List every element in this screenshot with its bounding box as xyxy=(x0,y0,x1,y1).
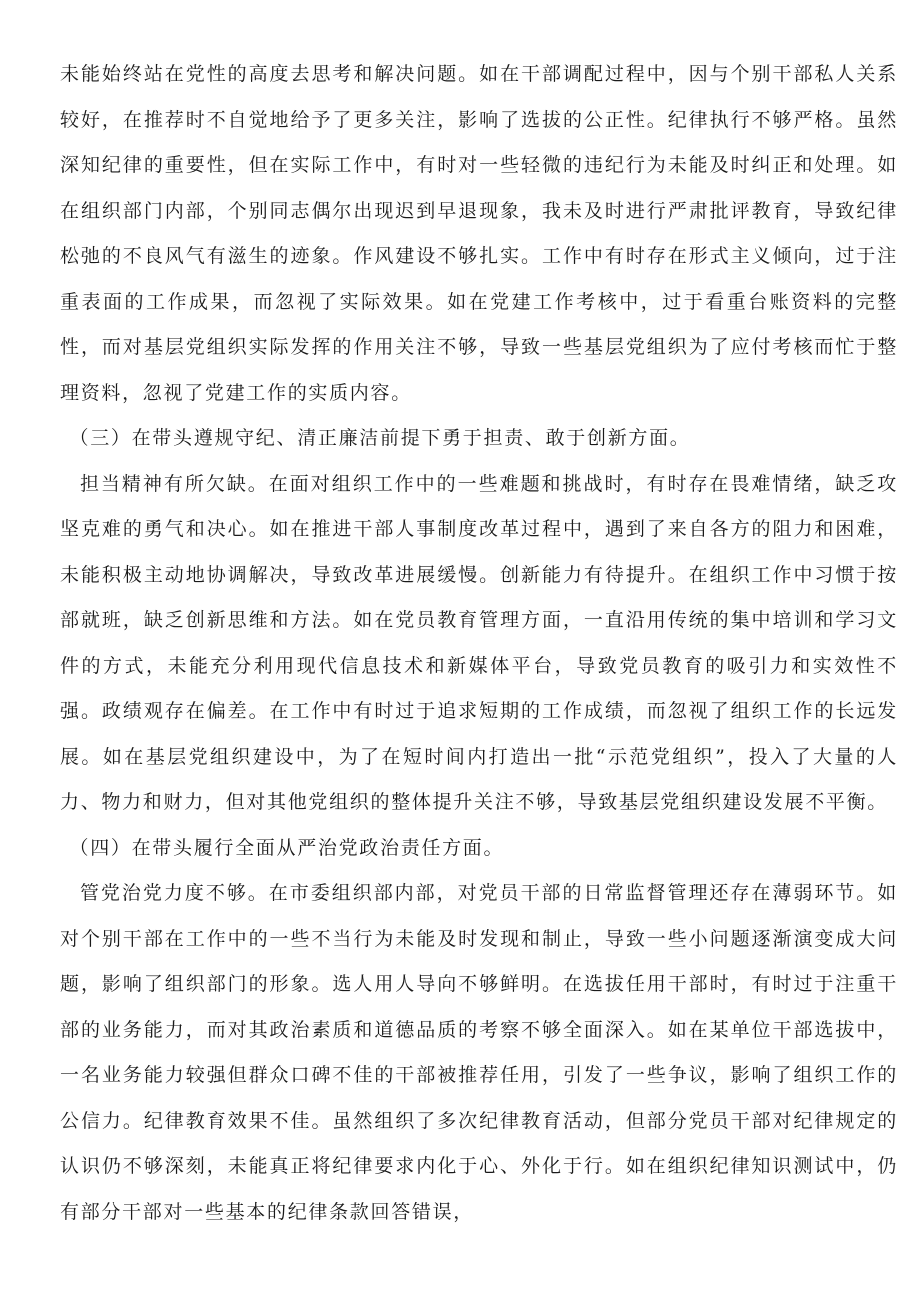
section-heading-three: （三）在带头遵规守纪、清正廉洁前提下勇于担责、敢于创新方面。 xyxy=(69,427,691,449)
section-heading-four: （四）在带头履行全面从严治党政治责任方面。 xyxy=(69,836,505,859)
document-body xyxy=(60,52,898,1235)
paragraph-continuation: 未能始终站在党性的高度去思考和解决问题。如在干部调配过程中，因与个别干部私人关系较好，在推荐时不自觉地给予了更多关注，影响了选拔的公正性。纪律执行不够严格。虽然深知纪律的重要性，但在实际工作中，有时对一些轻微的违纪行为未能及时纠正和处理。如在组织部门内部，个别同志偶尔出现迟到早退现象，我未及时进行严肃批评教育，导致纪律松弛的不良风气有滋生的迹象。作风建设不够扎实。工作中有时存在形式主义倾向，过于注重表面的工作成果，而忽视了实际效果。如在党建工作考核中，过于看重台账资料的完整性，而对基层党组织实际发挥的作用关注不够，导致一些基层党组织为了应付考核而忙于整理资料，忽视了党建工作的实质内容。 xyxy=(60,63,898,404)
paragraph-section-three: 担当精神有所欠缺。在面对组织工作中的一些难题和挑战时，有时存在畏难情绪，缺乏攻坚克难的勇气和决心。如在推进干部人事制度改革过程中，遇到了来自各方的阻力和困难，未能积极主动地协调解决，导致改革进展缓慢。创新能力有待提升。在组织工作中习惯于按部就班，缺乏创新思维和方法。如在党员教育管理方面，一直沿用传统的集中培训和学习文件的方式，未能充分利用现代信息技术和新媒体平台，导致党员教育的吸引力和实效性不强。政绩观存在偏差。在工作中有时过于追求短期的工作成绩，而忽视了组织工作的长远发展。如在基层党组织建设中，为了在短时间内打造出一批“示范党组织”，投入了大量的人力、物力和财力，但对其他党组织的整体提升关注不够，导致基层党组织建设发展不平衡。 xyxy=(60,472,898,813)
paragraph-section-four: 管党治党力度不够。在市委组织部内部，对党员干部的日常监督管理还存在薄弱环节。如对个别干部在工作中的一些不当行为未能及时发现和制止，导致一些小问题逐渐演变成大问题，影响了组织部门的形象。选人用人导向不够鲜明。在选拔任用干部时，有时过于注重干部的业务能力，而对其政治素质和道德品质的考察不够全面深入。如在某单位干部选拔中，一名业务能力较强但群众口碑不佳的干部被推荐任用，引发了一些争议，影响了组织工作的公信力。纪律教育效果不佳。虽然组织了多次纪律教育活动，但部分党员干部对纪律规定的认识仍不够深刻，未能真正将纪律要求内化于心、外化于行。如在组织纪律知识测试中，仍有部分干部对一些基本的纪律条款回答错误， xyxy=(60,882,898,1223)
